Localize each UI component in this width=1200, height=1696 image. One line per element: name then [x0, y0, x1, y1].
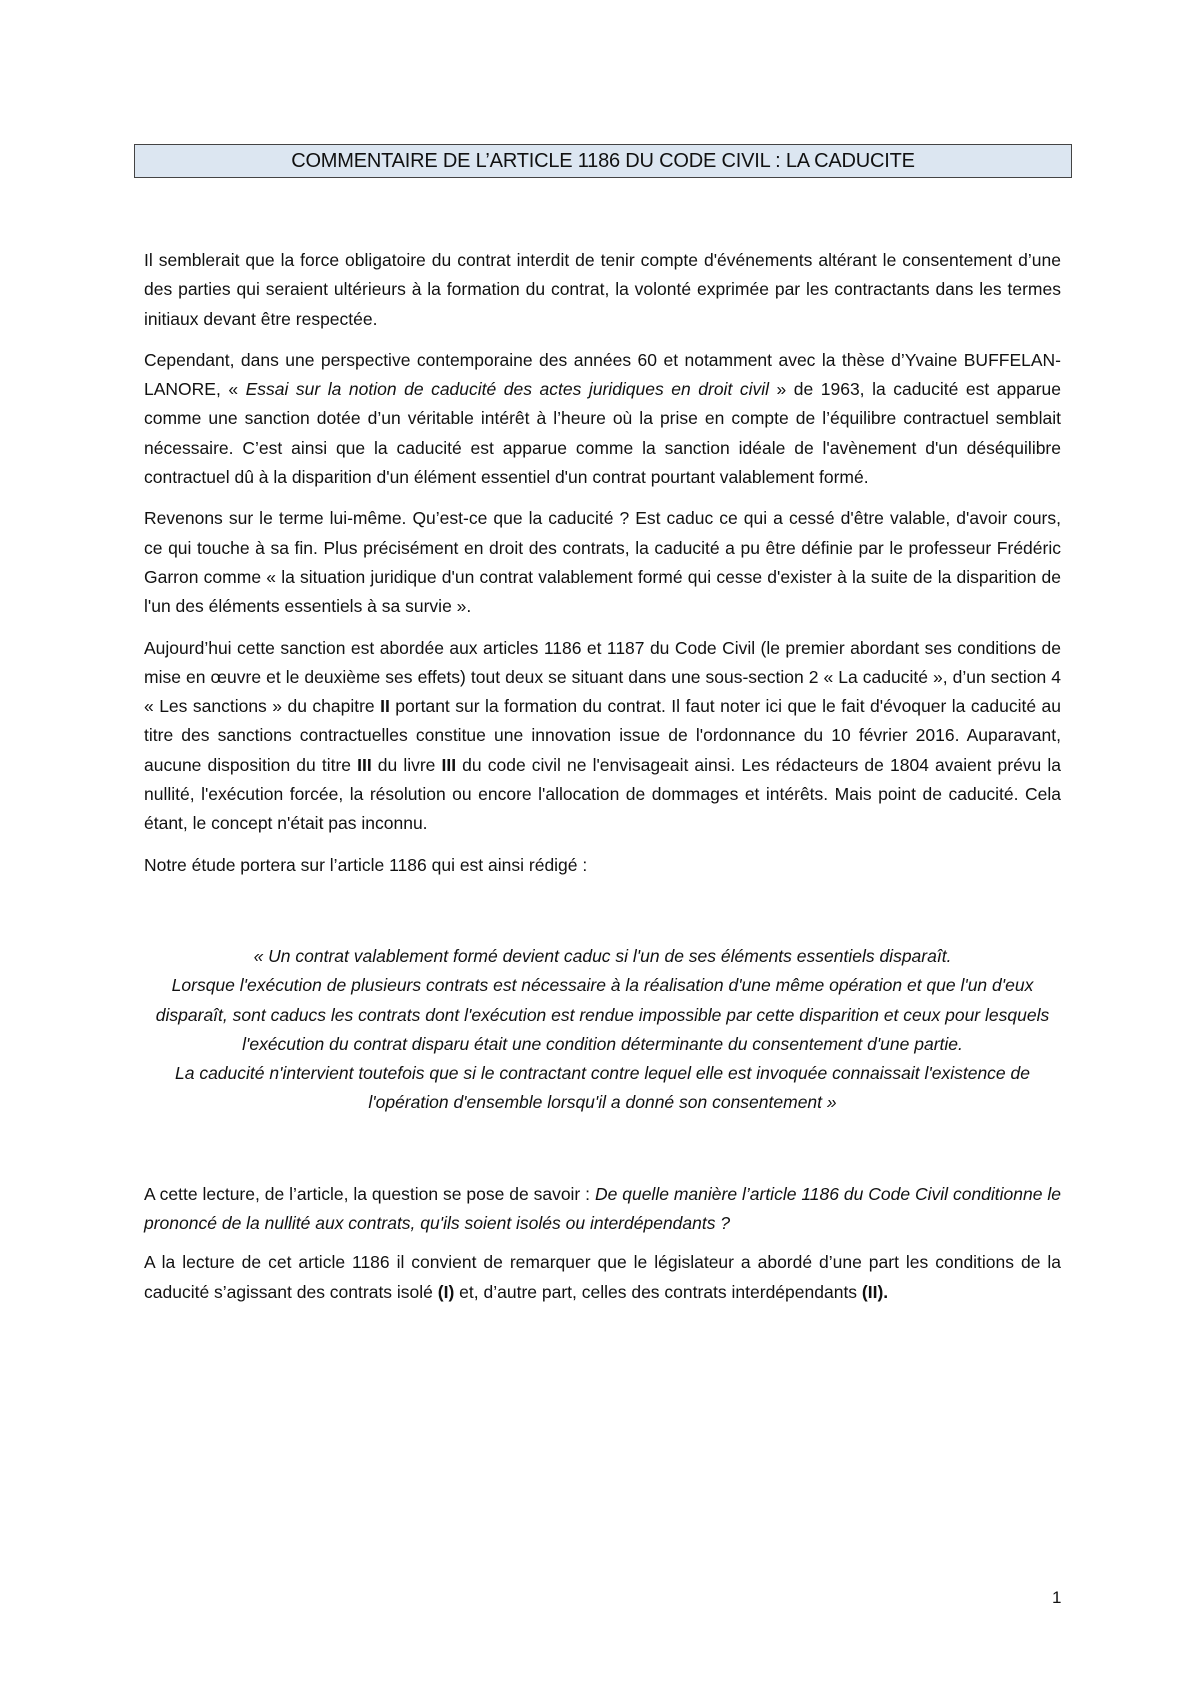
paragraph-context-after: » de 1963, la caducité est apparue comme une sanction dotée d’un véritable intérêt à l’heure où la prise en compte de l’équilibre contractuel semblait nécessaire. C’est ainsi que la caducité est apparue comme la sanction idéale de l'avènement d'un déséquilibre contractuel dû à la disparition d'un élément essentiel d'un contrat pourtant valablement formé. [144, 379, 1061, 488]
paragraph-definition [144, 504, 1061, 621]
quote-line: Lorsque l'exécution de plusieurs contrats est nécessaire à la réalisation d'une même opération et que l'un d'eux disparaît, sont caducs les contrats dont l'exécution est rendue impossible par cette disparition et ceux pour lesquels l'exécution du contrat disparu était une condition déterminante du consentement d'une partie. [155, 975, 1050, 1054]
plan-section-two: (II). [861, 1281, 889, 1302]
document-body [144, 246, 1061, 1319]
document-title [134, 144, 1072, 178]
paragraph-study-intro [144, 851, 1061, 880]
book-numeral: III [441, 754, 457, 775]
paragraph-intro-text: Il semblerait que la force obligatoire du contrat interdit de tenir compte d'événements altérant le consentement d’une des parties qui seraient ultérieurs à la formation du contrat, la volonté exprimée par les contractants dans les termes initiaux devant être respectée. [144, 250, 1061, 329]
legal-basis-part-1: Aujourd’hui cette sanction est abordée aux articles 1186 et 1187 du Code Civil (le premier abordant ses conditions de mise en œuvre et le deuxième ses effets) tout deux se situant dans une sous-section 2 « La caducité », d’un section 4 « Les sanctions » du chapitre [144, 637, 1061, 717]
paragraph-legal-basis [144, 634, 1061, 839]
paragraph-plan [144, 1248, 1061, 1307]
article-quote [144, 942, 1061, 1118]
legal-basis-part-2: portant sur la formation du contrat. Il faut noter ici que le fait d'évoquer la caducité au titre des sanctions contractuelles constitue une innovation issue de l'ordonnance du 10 février 2016. Auparavant, aucune disposition du titre [144, 696, 1061, 775]
title-numeral: III [357, 754, 372, 775]
plan-section-one: (I) [437, 1281, 455, 1302]
thesis-title: Essai sur la notion de caducité des actes juridiques en droit civil [245, 379, 769, 400]
legal-basis-part-3: du livre [371, 754, 442, 775]
plan-part-1: A la lecture de cet article 1186 il convient de remarquer que le législateur a abordé d’une part les conditions de la caducité s’agissant des contrats isolé [144, 1252, 1061, 1302]
paragraph-problem [144, 1180, 1061, 1239]
paragraph-definition-text: Revenons sur le terme lui-même. Qu’est-ce que la caducité ? Est caduc ce qui a cessé d'être valable, d'avoir cours, ce qui touche à sa fin. Plus précisément en droit des contrats, la caducité a pu être définie par le professeur Frédéric Garron comme « la situation juridique d'un contrat valablement formé qui cesse d'exister à la suite de la disparition de l'un des éléments essentiels à sa survie ». [144, 508, 1061, 617]
legal-basis-part-4: du code civil ne l'envisageait ainsi. Les rédacteurs de 1804 avaient prévu la nullité, l'exécution forcée, la résolution ou encore l'allocation de dommages et intérêts. Mais point de caducité. Cela étant, le concept n'était pas inconnu. [144, 754, 1061, 834]
chapter-numeral: II [380, 696, 390, 717]
quote-line: La caducité n'intervient toutefois que si le contractant contre lequel elle est invoquée connaissait l'existence de l'opération d'ensemble lorsqu'il a donné son consentement » [175, 1063, 1030, 1113]
quote-line: « Un contrat valablement formé devient caduc si l'un de ses éléments essentiels disparaît. [253, 945, 952, 966]
plan-part-2: et, d’autre part, celles des contrats interdépendants [454, 1281, 862, 1302]
page-number: 1 [1052, 1588, 1062, 1607]
paragraph-context-before: Cependant, dans une perspective contemporaine des années 60 et notamment avec la thèse d’Yvaine BUFFELAN-LANORE, « [144, 349, 1061, 400]
paragraph-intro [144, 246, 1061, 334]
document-title-text: COMMENTAIRE DE L’ARTICLE 1186 DU CODE CIVIL : LA CADUCITE [291, 149, 915, 172]
problem-question: De quelle manière l’article 1186 du Code Civil conditionne le prononcé de la nullité aux contrats, qu'ils soient isolés ou interdépendants ? [144, 1183, 1062, 1234]
paragraph-context [144, 346, 1061, 492]
paragraph-study-intro-text: Notre étude portera sur l’article 1186 qui est ainsi rédigé : [144, 854, 588, 875]
paragraph-problem-text: A cette lecture, de l’article, la question se pose de savoir : [144, 1183, 595, 1204]
